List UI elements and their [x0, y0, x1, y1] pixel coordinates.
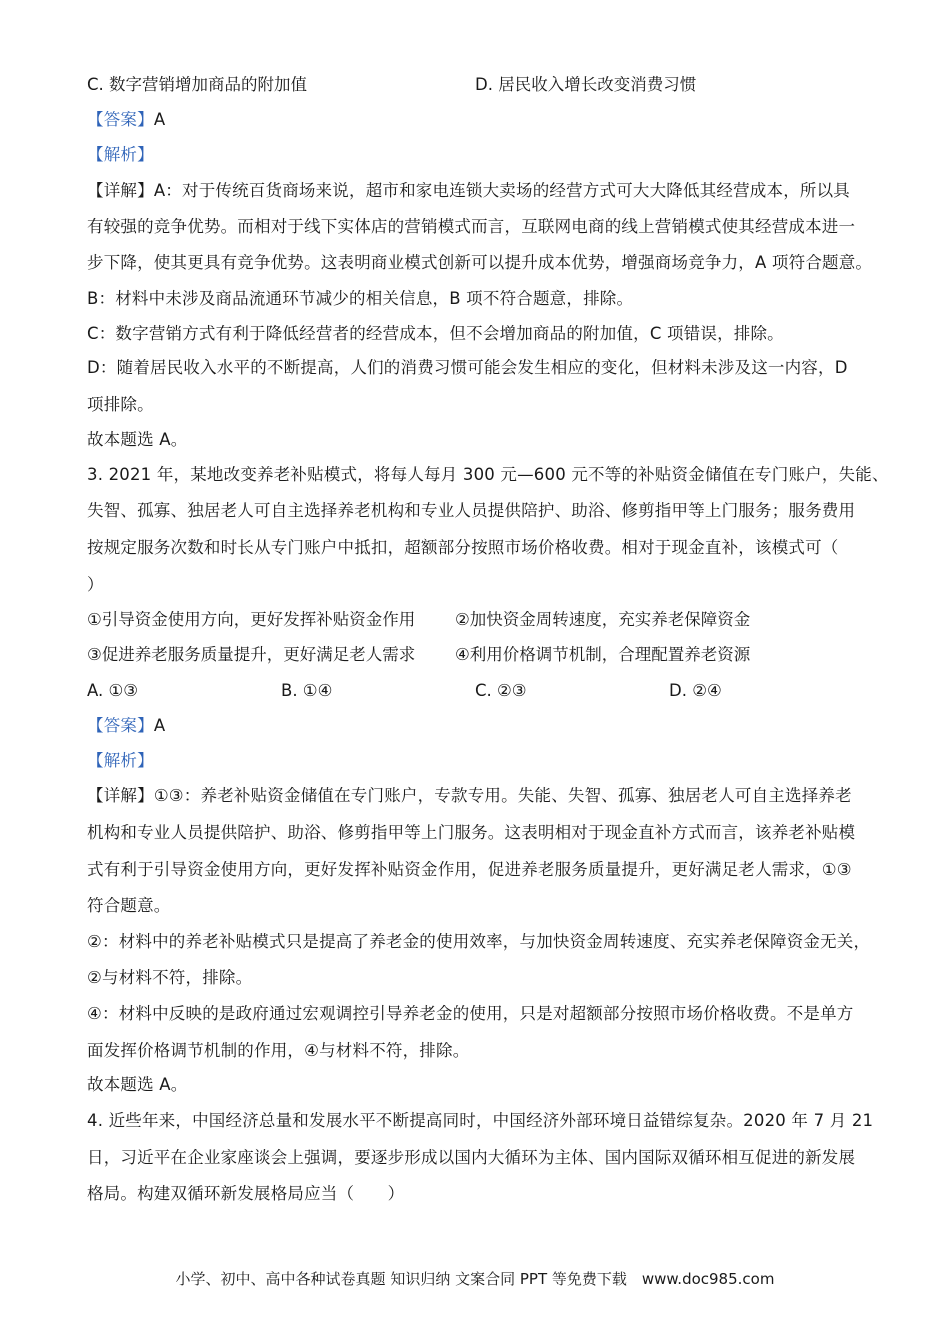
analysis-tag: 【解析】	[87, 145, 154, 164]
detail-line: 符合题意。	[87, 896, 171, 915]
detail-line: 有较强的竞争优势。而相对于线下实体店的营销模式而言，互联网电商的线上营销模式使其经营成本进一	[87, 217, 856, 236]
answer-tag: 【答案】	[87, 110, 154, 129]
detail-text: ①③：养老补贴资金储值在专门账户，专款专用。失能、失智、孤寡、独居老人可自主选择养老	[153, 786, 852, 805]
detail-line: 面发挥价格调节机制的作用，④与材料不符，排除。	[87, 1041, 470, 1060]
detail-line: B：材料中未涉及商品流通环节减少的相关信息，B 项不符合题意，排除。	[87, 289, 634, 308]
statement-1: ①引导资金使用方向，更好发挥补贴资金作用	[87, 610, 416, 629]
statement-3: ③促进养老服务质量提升，更好满足老人需求	[87, 645, 416, 664]
detail-line: 步下降，使其更具有竞争优势。这表明商业模式创新可以提升成本优势，增强商场竞争力，A 项符合题意。	[87, 253, 873, 272]
detail-line: C：数字营销方式有利于降低经营者的经营成本，但不会增加商品的附加值，C 项错误，排除。	[87, 324, 784, 343]
answer-line	[87, 109, 165, 131]
choice-c: C. ②③	[475, 681, 527, 700]
choice-d: D. ②④	[669, 681, 722, 700]
answer-tag: 【答案】	[87, 716, 154, 735]
choice-b: B. ①④	[281, 681, 333, 700]
statement-4: ④利用价格调节机制，合理配置养老资源	[455, 645, 751, 664]
question-stem: 4. 近些年来，中国经济总量和发展水平不断提高同时，中国经济外部环境日益错综复杂。2020 年 7 月 21	[87, 1111, 874, 1130]
answer-value: A	[153, 716, 166, 735]
detail-tag: 【详解】	[87, 786, 154, 805]
detail-tag: 【详解】	[87, 181, 154, 200]
page-footer: 小学、初中、高中各种试卷真题 知识归纳 文案合同 PPT 等免费下载 www.doc985.com	[175, 1270, 775, 1288]
detail-line	[87, 180, 850, 202]
answer-value: A	[153, 110, 166, 129]
question-stem: 失智、孤寡、独居老人可自主选择养老机构和专业人员提供陪护、助浴、修剪指甲等上门服务；服务费用	[87, 501, 856, 520]
choice-a: A. ①③	[87, 681, 139, 700]
option-c: C. 数字营销增加商品的附加值	[87, 75, 308, 94]
conclusion-line: 故本题选 A。	[87, 1075, 188, 1094]
analysis-tag: 【解析】	[87, 751, 154, 770]
detail-line: ②与材料不符，排除。	[87, 968, 253, 987]
detail-line: 式有利于引导资金使用方向，更好发挥补贴资金作用，促进养老服务质量提升，更好满足老人需求，①③	[87, 860, 852, 879]
question-stem: ）	[87, 575, 104, 594]
question-stem: 3. 2021 年，某地改变养老补贴模式，将每人每月 300 元—600 元不等的补贴资金储值在专门账户，失能、	[87, 465, 889, 484]
detail-line: ②：材料中的养老补贴模式只是提高了养老金的使用效率，与加快资金周转速度、充实养老保障资金无关，	[87, 932, 871, 951]
question-stem: 日，习近平在企业家座谈会上强调，要逐步形成以国内大循环为主体、国内国际双循环相互促进的新发展	[87, 1148, 856, 1167]
statement-2: ②加快资金周转速度，充实养老保障资金	[455, 610, 751, 629]
question-stem: 格局。构建双循环新发展格局应当（ ）	[87, 1184, 405, 1203]
detail-line: ④：材料中反映的是政府通过宏观调控引导养老金的使用，只是对超额部分按照市场价格收费。不是单方	[87, 1004, 854, 1023]
detail-line: D：随着居民收入水平的不断提高，人们的消费习惯可能会发生相应的变化，但材料未涉及这一内容，D	[87, 358, 848, 377]
detail-line: 项排除。	[87, 395, 154, 414]
detail-line	[87, 785, 852, 807]
answer-line	[87, 715, 165, 737]
detail-line: 机构和专业人员提供陪护、助浴、修剪指甲等上门服务。这表明相对于现金直补方式而言，该养老补贴模	[87, 823, 856, 842]
conclusion-line: 故本题选 A。	[87, 430, 188, 449]
option-d: D. 居民收入增长改变消费习惯	[475, 75, 697, 94]
detail-text: A：对于传统百货商场来说，超市和家电连锁大卖场的经营方式可大大降低其经营成本，所以具	[153, 181, 850, 200]
question-stem: 按规定服务次数和时长从专门账户中抵扣，超额部分按照市场价格收费。相对于现金直补，该模式可（	[87, 538, 839, 557]
